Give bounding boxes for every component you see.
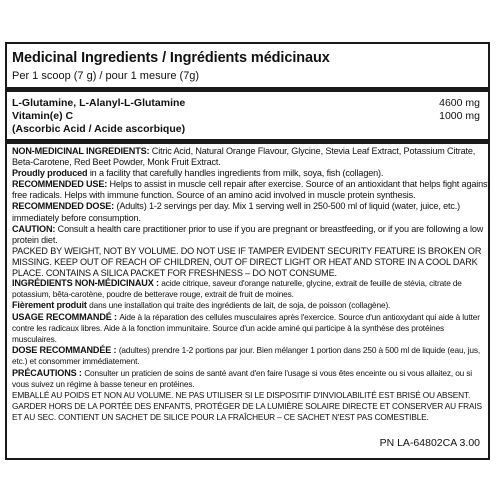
ingredient-name: L-Glutamine, L-Alanyl-L-Glutamine: [12, 97, 186, 109]
panel-title: Medicinal Ingredients / Ingrédients médicinaux: [12, 50, 330, 66]
packing-warning: PACKED BY WEIGHT, NOT BY VOLUME. DO NOT USE IF TAMPER EVIDENT SECURITY FEATURE IS BROKEN OR MISSING. KEEP OUT OF REACH OF CHILDREN, OUT OF DIRECT LIGHT OR HEAT AND STORE IN A COOL DARK PLACE. CONTAINS A SILICA PACKET FOR FRESHNESS – DO NOT CONSUME.: [12, 245, 482, 279]
ingredient-amount: 1000 mg: [439, 110, 480, 122]
ingredient-amount: 4600 mg: [439, 97, 480, 109]
serving-size: Per 1 scoop (7 g) / pour 1 mesure (7g): [12, 70, 200, 82]
caution: CAUTION: Consult a health care practitioner prior to use if you are pregnant or breastfeeding, or if you are following a low protein diet.: [12, 223, 484, 245]
caution-fr: PRÉCAUTIONS : Consulter un praticien de soins de santé avant d'en faire l'usage si vous êtes enceinte ou si vous allaitez, ou si vous suivez un régime à basse teneur en protéines.: [12, 367, 472, 389]
french-section: [12, 278, 490, 424]
facility-statement-fr: Fièrement produit dans une installation qui traite des ingrédients de lait, de soja, de poisson (collagène).: [12, 300, 391, 311]
facility-statement: Proudly produced in a facility that carefully handles ingredients from milk, soya, fish (collagen).: [12, 168, 384, 179]
ingredient-name: Vitamin(e) C: [12, 110, 74, 122]
non-medicinal-ingredients-fr: INGRÉDIENTS NON-MÉDICINAUX : acide citrique, saveur d'orange naturelle, glycine, extrait de feuille de stévia, citrate de potassium, bêta-carotène, poudre de betterave rouge, extrait de fruit de moines.: [12, 278, 462, 300]
english-section: [12, 146, 490, 279]
packing-warning-fr: EMBALLÉ AU POIDS ET NON AU VOLUME. NE PAS UTILISER SI LE DISPOSITIF D'INVIOLABILITÉ EST BRISÉ OU ABSENT. GARDER HORS DE LA PORTÉE DES ENFANTS, PROTÉGER DE LA LUMIÈRE SOLAIRE DIRECTE ET CONSERVER AU FRAIS ET AU SEC. CONTIENT UN SACHET DE SILICE POUR LA FRAÎCHEUR – CE SACHET N'EST PAS COMESTIBLE.: [12, 390, 482, 423]
non-medicinal-ingredients: NON-MEDICINAL INGREDIENTS: Citric Acid, Natural Orange Flavour, Glycine, Stevia Leaf Extract, Potassium Citrate, Beta-Carotene, Red Beet Powder, Monk Fruit Extract.: [12, 146, 476, 168]
thick-divider: [7, 87, 488, 92]
recommended-dose-fr: DOSE RECOMMANDÉE : (adultes) prendre 1-2 portions par jour. Bien mélanger 1 portion dans 250 à 500 ml de liquide (eau, jus, etc.) et consommer immédiatement.: [12, 345, 481, 367]
thick-divider: [7, 139, 488, 144]
ingredient-subname: (Ascorbic Acid / Acide ascorbique): [12, 123, 186, 135]
recommended-use-fr: USAGE RECOMMANDÉ : Aide à la réparation des cellules musculaires après l'exercice. Source d'un antioxydant qui aide à lutter contre les radicaux libres. Aide à la fonction immunitaire. Source d'un acide aminé qui participe à la synthèse des protéines musculaires.: [12, 311, 480, 345]
recommended-use: RECOMMENDED USE: Helps to assist in muscle cell repair after exercise. Source of an antioxidant that helps fight against free radicals. Helps with immune function. Source of an amino acid involved in muscle protein synthesis.: [12, 179, 490, 201]
product-number: PN LA-64802CA 3.00: [379, 437, 480, 449]
recommended-dose: RECOMMENDED DOSE: (Adults) 1-2 servings per day. Mix 1 serving well in 250-500 ml of liquid (water, juice, etc.) immediately before consumption.: [12, 201, 461, 223]
